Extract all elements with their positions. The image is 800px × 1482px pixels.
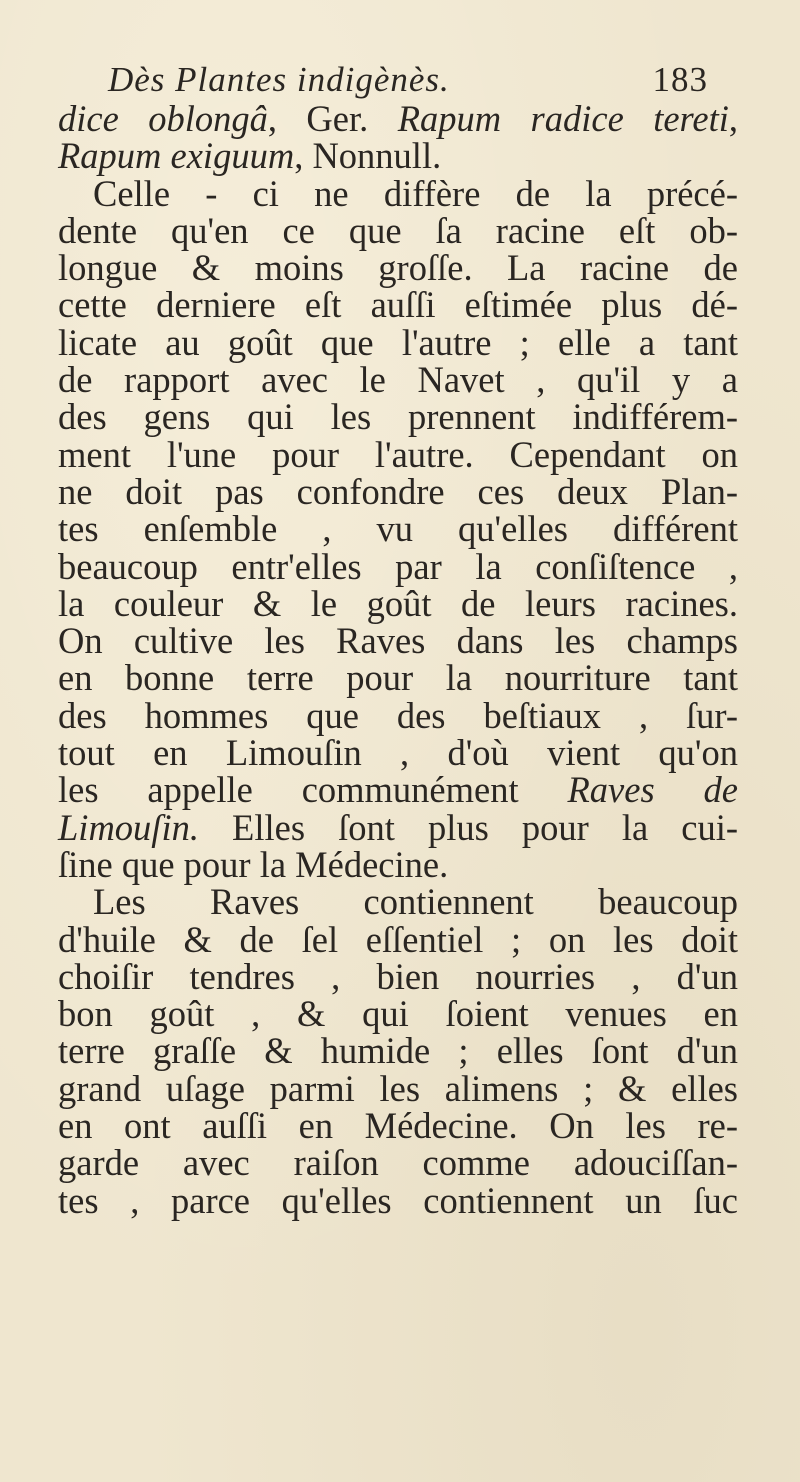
italic-text-span: Limouſin. — [58, 806, 199, 848]
text-line — [58, 582, 738, 624]
text-span: ſine que pour la Médecine. — [58, 843, 449, 885]
text-line — [58, 1105, 738, 1147]
text-span: On cultive les Raves dans les champs — [58, 620, 738, 662]
italic-text-span: Rapum exiguum — [58, 135, 295, 177]
text-line — [58, 843, 738, 885]
text-line — [58, 694, 738, 736]
text-span: , — [728, 98, 739, 139]
text-line — [58, 1142, 738, 1184]
text-span: d'huile & de ſel eſſentiel ; on les doit — [58, 918, 738, 960]
text-span: tes , parce qu'elles contiennent un ſuc — [58, 1179, 738, 1221]
text-line — [58, 1030, 738, 1072]
text-line — [58, 209, 738, 251]
text-line — [58, 918, 738, 960]
text-span: les appelle communément — [58, 769, 568, 811]
text-line — [58, 172, 738, 214]
text-span: terre graſſe & humide ; elles ſont d'un — [58, 1030, 738, 1072]
text-line — [58, 508, 738, 550]
text-line — [58, 247, 738, 289]
running-title: Dès Plantes indigènès. — [108, 60, 450, 99]
text-line — [58, 396, 738, 438]
text-span: longue & moins groſſe. La racine de — [58, 247, 738, 289]
text-span: en bonne terre pour la nourriture tant — [58, 657, 738, 699]
text-line — [58, 1179, 738, 1221]
italic-text-span: Rapum radice tereti — [397, 98, 729, 139]
text-span: des gens qui les prennent indifférem- — [58, 396, 738, 438]
text-span: la couleur & le goût de leurs racines. — [58, 582, 738, 624]
text-span: cette derniere eſt auſſi eſtimée plus dé- — [58, 284, 738, 326]
text-line — [58, 620, 738, 662]
text-line — [58, 657, 738, 699]
text-line — [58, 1067, 738, 1109]
text-span: ment l'une pour l'autre. Cependant on — [58, 433, 738, 475]
text-span: tes enſemble , vu qu'elles différent — [58, 508, 738, 550]
text-line — [58, 100, 738, 137]
text-line — [58, 955, 738, 997]
italic-text-span: dice oblongâ — [58, 98, 268, 139]
text-span: licate au goût que l'autre ; elle a tant — [58, 321, 738, 363]
text-span: Celle - ci ne diffère de la précé- — [93, 172, 738, 214]
text-line — [58, 732, 738, 774]
text-span: beaucoup entr'elles par la conſiſtence , — [58, 545, 738, 587]
page-header — [108, 58, 708, 102]
text-span: garde avec raiſon comme adouciſſan- — [58, 1142, 738, 1184]
text-span: Elles ſont plus pour la cui- — [198, 806, 738, 848]
text-span: bon goût , & qui ſoient venues en — [58, 993, 738, 1035]
text-line — [58, 769, 739, 811]
italic-text-span: Raves de — [567, 769, 739, 811]
text-line — [58, 470, 738, 512]
text-span: dente qu'en ce que ſa racine eſt ob- — [58, 209, 738, 251]
text-line — [58, 433, 738, 475]
text-span: Les Raves contiennent beaucoup — [93, 881, 738, 923]
text-line — [58, 881, 738, 923]
text-span: grand uſage parmi les alimens ; & elles — [58, 1067, 738, 1109]
page-number: 183 — [652, 60, 708, 99]
text-line — [58, 135, 738, 177]
text-line — [58, 806, 738, 848]
text-span: de rapport avec le Navet , qu'il y a — [58, 359, 738, 401]
text-span: tout en Limouſin , d'où vient qu'on — [58, 732, 738, 774]
text-span: choiſir tendres , bien nourries , d'un — [58, 955, 738, 997]
text-span: en ont auſſi en Médecine. On les re- — [58, 1105, 738, 1147]
body-text — [58, 100, 738, 1219]
text-line — [58, 545, 738, 587]
text-line — [58, 993, 738, 1035]
text-span: des hommes que des beſtiaux , ſur- — [58, 694, 738, 736]
text-line — [58, 284, 738, 326]
text-span: , Nonnull. — [294, 135, 442, 177]
text-span: , Ger. — [267, 98, 398, 139]
text-span: ne doit pas confondre ces deux Plan- — [58, 470, 738, 512]
text-line — [58, 359, 738, 401]
text-line — [58, 321, 738, 363]
